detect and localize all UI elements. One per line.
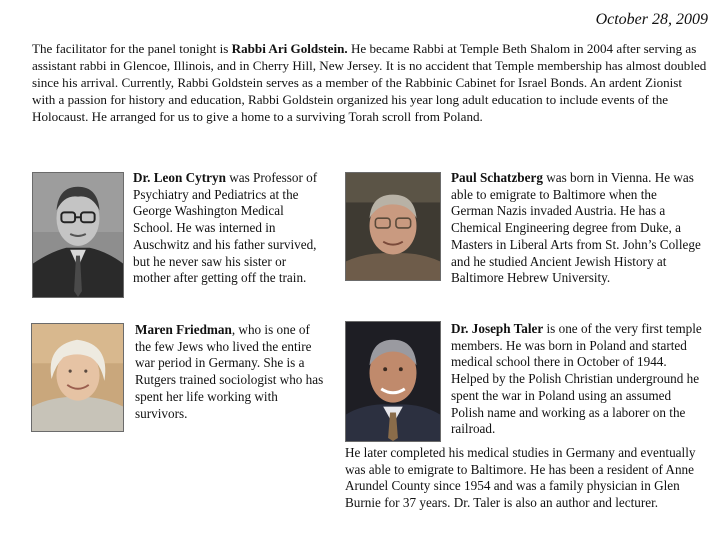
friedman-name: Maren Friedman	[135, 322, 232, 337]
facilitator-name: Rabbi Ari Goldstein.	[231, 41, 348, 56]
taler-text: is one of the very first temple members. He was born in Poland and started medical school there in October of 1944. Helped by the Polish Christian underground he spent the war in Poland using an assumed Polish name and working as a laborer on the railroad.	[451, 321, 702, 437]
document-date: October 28, 2009	[595, 11, 708, 28]
taler-name: Dr. Joseph Taler	[451, 321, 544, 336]
cytryn-photo	[32, 172, 124, 298]
taler-bio	[451, 321, 706, 438]
cytryn-name: Dr. Leon Cytryn	[133, 170, 226, 185]
taler-bio-continued: He later completed his medical studies in Germany and eventually was able to emigrate to Baltimore. He has been a resident of Anne Arundel County since 1954 and was a family physician in Glen Burnie for 37 years. Dr. Taler is also an author and lecturer.	[345, 445, 696, 511]
friedman-bio	[135, 322, 325, 422]
cytryn-bio	[133, 170, 323, 287]
intro-paragraph	[32, 40, 707, 125]
schatzberg-name: Paul Schatzberg	[451, 170, 543, 185]
schatzberg-bio	[451, 170, 701, 287]
schatzberg-text: was born in Vienna. He was able to emigrate to Baltimore when the German Nazis invaded Austria. He has a Chemical Engineering degree from Duke, a Masters in Liberal Arts from St. John’s College and he studied Ancient Jewish History at Baltimore Hebrew University.	[451, 170, 701, 286]
intro-text: He became Rabbi at Temple Beth Shalom in 2004 after serving as assistant rabbi in Glencoe, Illinois, and in Cherry Hill, New Jersey. It is no accident that Temple membership has almost doubled since his arrival. Currently, Rabbi Goldstein serves as a member of the Rabbinic Cabinet for Israel Bonds. An ardent Zionist with a passion for history and education, Rabbi Goldstein organized his year long adult education to include events of the Holocaust. He arranged for us to give a home to a surviving Torah scroll from Poland.	[32, 41, 707, 124]
schatzberg-photo	[345, 172, 441, 281]
taler-photo	[345, 321, 441, 442]
intro-lead: The facilitator for the panel tonight is	[32, 41, 232, 56]
friedman-photo	[31, 323, 124, 432]
cytryn-text: was Professor of Psychiatry and Pediatrics at the George Washington Medical School. He was interned in Auschwitz and his father survived, but he never saw his sister or mother after getting off the train.	[133, 170, 318, 286]
friedman-text: , who is one of the few Jews who lived the entire war period in Germany. She is a Rutgers trained sociologist who has spent her life working with survivors.	[135, 322, 324, 421]
